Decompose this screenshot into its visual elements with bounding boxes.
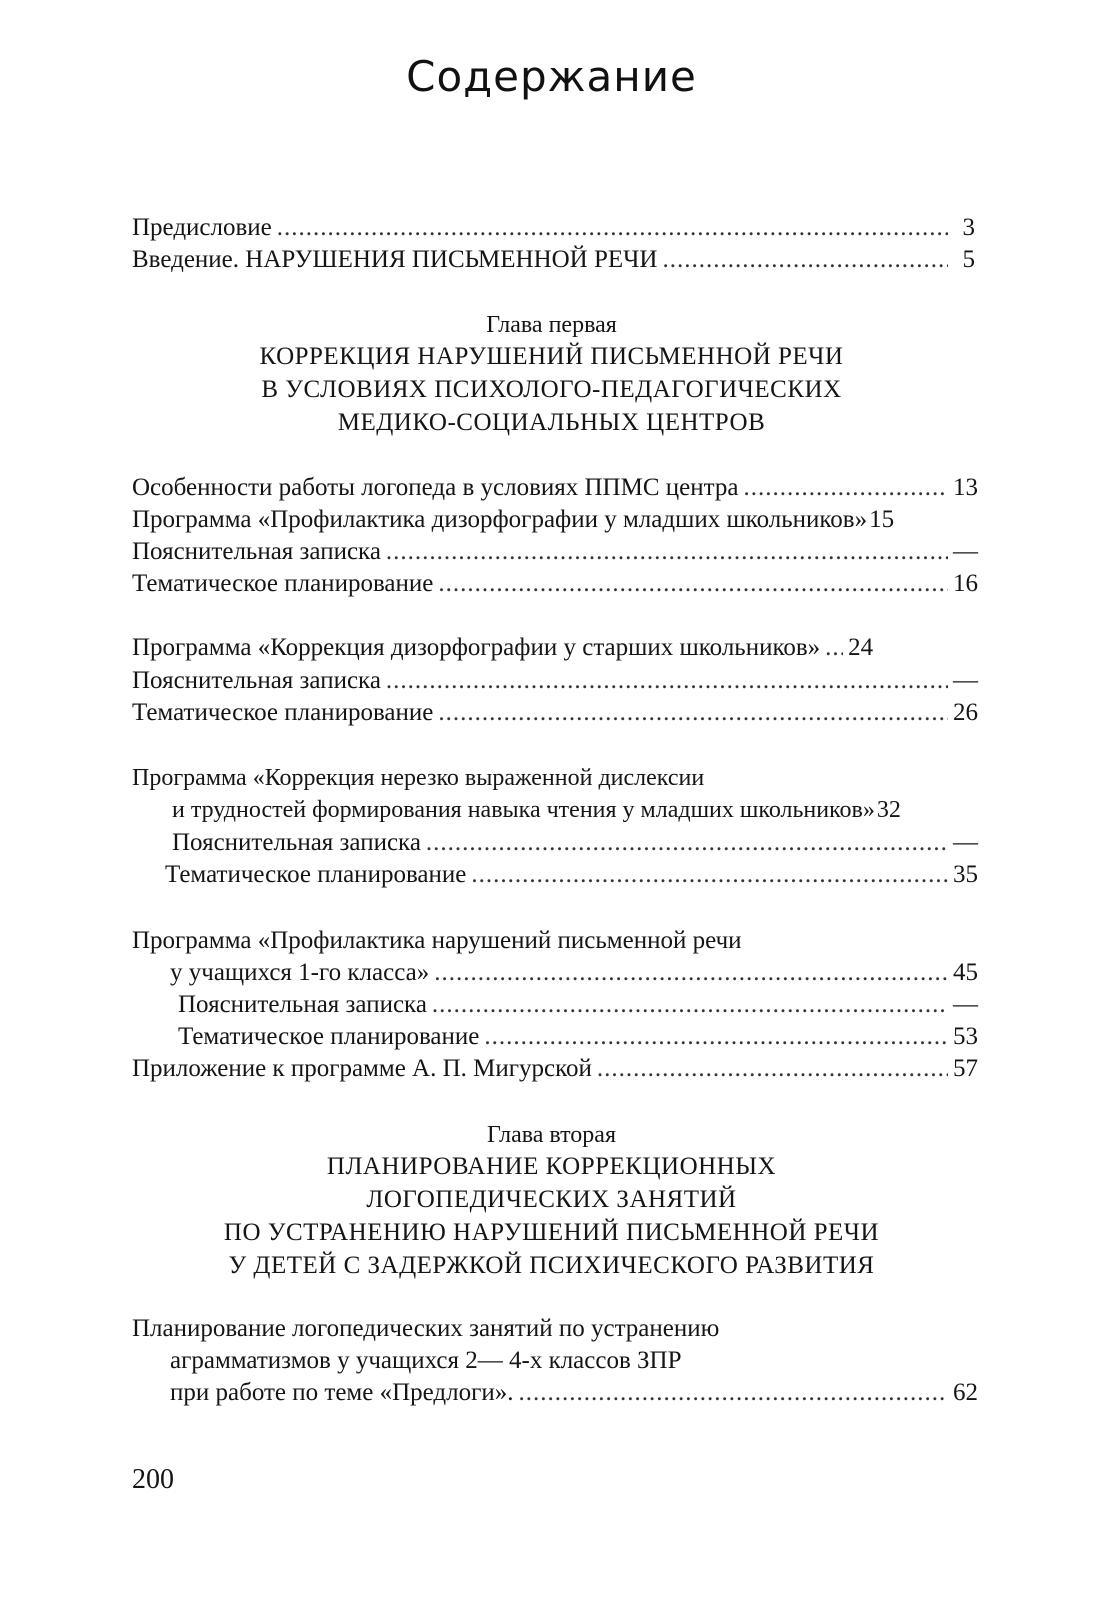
leader-dots bbox=[825, 632, 843, 664]
toc-entry-text: Приложение к программе А. П. Мигурской bbox=[132, 1055, 592, 1082]
toc-entry-text: Программа «Коррекция дизорфографии у старших школьников» bbox=[132, 634, 821, 661]
chapter-1-label: Глава первая bbox=[486, 312, 617, 338]
toc-entry[interactable] bbox=[132, 632, 975, 664]
toc-entry-text: у учащихся 1-го класса» bbox=[170, 959, 430, 986]
toc-entry[interactable] bbox=[170, 957, 978, 989]
toc-entry-text: Введение. НАРУШЕНИЯ ПИСЬМЕННОЙ РЕЧИ bbox=[132, 246, 658, 273]
leader-dots bbox=[438, 568, 948, 600]
toc-page-number: 35 bbox=[953, 861, 978, 888]
toc-entry-text: Пояснительная записка bbox=[132, 538, 381, 565]
toc-entry-text: Пояснительная записка bbox=[132, 667, 381, 694]
leader-dots bbox=[432, 989, 948, 1021]
toc-entry-heading: Программа «Коррекция нерезко выраженной дислексии bbox=[132, 765, 705, 791]
toc-entry[interactable] bbox=[132, 536, 978, 568]
toc-page-number: 26 bbox=[953, 699, 978, 726]
leader-dots bbox=[471, 859, 948, 891]
toc-entry-heading: Программа «Профилактика нарушений письменной речи bbox=[132, 927, 742, 954]
toc-entry-text: Пояснительная записка bbox=[172, 829, 421, 856]
leader-dots bbox=[484, 1021, 948, 1053]
toc-entry-text: Тематическое планирование bbox=[132, 699, 434, 726]
toc-page-number: 3 bbox=[962, 214, 975, 241]
toc-entry-text: Тематическое планирование bbox=[165, 861, 467, 888]
toc-entry-preface[interactable] bbox=[132, 212, 975, 244]
leader-dots bbox=[438, 697, 948, 729]
toc-entry-text: и трудностей формирования навыка чтения у младших школьников» bbox=[172, 797, 875, 823]
toc-page-number: 62 bbox=[953, 1379, 978, 1406]
toc-entry-text: Особенности работы логопеда в условиях ППМС центра bbox=[132, 474, 739, 501]
chapter-2-title-line: ПЛАНИРОВАНИЕ КОРРЕКЦИОННЫХ bbox=[326, 1153, 777, 1180]
toc-entry-text: Предисловие bbox=[132, 214, 272, 241]
toc-entry[interactable] bbox=[132, 472, 978, 504]
chapter-1-title-line: КОРРЕКЦИЯ НАРУШЕНИЙ ПИСЬМЕННОЙ РЕЧИ bbox=[259, 343, 844, 370]
toc-page-number: 13 bbox=[953, 474, 978, 501]
page-title: Содержание bbox=[406, 52, 697, 101]
toc-page-number: 16 bbox=[953, 570, 978, 597]
leader-dots bbox=[434, 957, 948, 989]
chapter-2-label: Глава вторая bbox=[487, 1122, 616, 1148]
toc-page-number: — bbox=[953, 829, 978, 856]
toc-page-number: 53 bbox=[953, 1023, 978, 1050]
toc-entry-text: Пояснительная записка bbox=[178, 991, 427, 1018]
toc-entry[interactable] bbox=[132, 697, 978, 729]
toc-entry[interactable] bbox=[132, 504, 975, 536]
toc-entry[interactable] bbox=[170, 1377, 978, 1409]
leader-dots bbox=[426, 827, 948, 859]
toc-page-number: — bbox=[953, 538, 978, 565]
toc-page-number: 45 bbox=[953, 959, 978, 986]
toc-entry-text: при работе по теме «Предлоги». bbox=[170, 1379, 514, 1406]
toc-entry[interactable] bbox=[172, 794, 975, 826]
toc-entry[interactable] bbox=[172, 827, 978, 859]
leader-dots bbox=[743, 472, 948, 504]
toc-page-number: — bbox=[953, 991, 978, 1018]
toc-entry-introduction[interactable] bbox=[132, 244, 975, 276]
leader-dots bbox=[518, 1377, 948, 1409]
toc-page-number: 5 bbox=[962, 246, 975, 273]
chapter-1-title-line: В УСЛОВИЯХ ПСИХОЛОГО-ПЕДАГОГИЧЕСКИХ bbox=[261, 376, 842, 403]
toc-entry[interactable] bbox=[132, 665, 978, 697]
page-number: 200 bbox=[132, 1464, 174, 1495]
toc-entry[interactable] bbox=[132, 1053, 978, 1085]
chapter-2-title-line: ПО УСТРАНЕНИЮ НАРУШЕНИЙ ПИСЬМЕННОЙ РЕЧИ bbox=[223, 1219, 880, 1246]
toc-page-number: — bbox=[953, 667, 978, 694]
toc-page-number: 24 bbox=[848, 634, 874, 661]
toc-entry[interactable] bbox=[178, 989, 978, 1021]
toc-entry-heading: аграмматизмов у учащихся 2— 4-х классов ЗПР bbox=[170, 1347, 682, 1374]
toc-entry[interactable] bbox=[132, 568, 978, 600]
toc-entry[interactable] bbox=[178, 1021, 978, 1053]
toc-entry-text: Тематическое планирование bbox=[132, 570, 434, 597]
leader-dots bbox=[597, 1053, 948, 1085]
toc-entry[interactable] bbox=[165, 859, 978, 891]
leader-dots bbox=[386, 536, 948, 568]
chapter-2-title-line: ЛОГОПЕДИЧЕСКИХ ЗАНЯТИЙ bbox=[366, 1186, 737, 1213]
toc-entry-heading: Планирование логопедических занятий по устранению bbox=[132, 1315, 720, 1342]
toc-page-number: 57 bbox=[953, 1055, 978, 1082]
toc-page-number: 32 bbox=[876, 797, 901, 823]
toc-page-number: 15 bbox=[869, 506, 895, 533]
chapter-2-title-line: У ДЕТЕЙ С ЗАДЕРЖКОЙ ПСИХИЧЕСКОГО РАЗВИТИЯ bbox=[228, 1252, 875, 1279]
leader-dots bbox=[662, 244, 948, 276]
leader-dots bbox=[277, 212, 948, 244]
toc-entry-text: Тематическое планирование bbox=[178, 1023, 480, 1050]
leader-dots bbox=[386, 665, 948, 697]
chapter-1-title-line: МЕДИКО-СОЦИАЛЬНЫХ ЦЕНТРОВ bbox=[337, 409, 766, 436]
toc-entry-text: Программа «Профилактика дизорфографии у младших школьников» bbox=[132, 506, 868, 533]
